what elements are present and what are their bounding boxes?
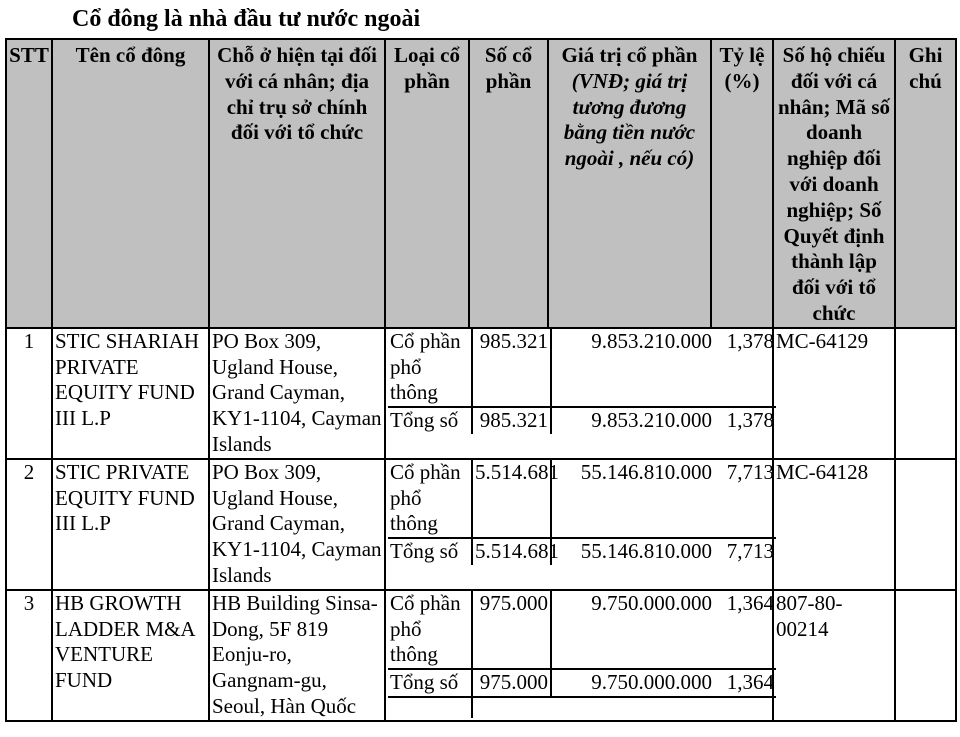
row-id-number: MC-64128 <box>773 459 895 590</box>
row-share-type: Cổ phần phổ thông <box>388 591 472 669</box>
row-shares: 5.514.681 <box>472 460 551 538</box>
table-row <box>6 590 956 721</box>
row-shares: 975.000 <box>472 591 551 669</box>
row-total-value: 9.750.000.000 <box>551 669 714 697</box>
header-note: Ghi chú <box>895 39 956 328</box>
row-value: 55.146.810.000 <box>580 459 712 484</box>
row-share-type: Cổ phần phổ thông <box>388 329 472 407</box>
row-stt: 3 <box>6 590 52 721</box>
row-blank-cell <box>472 697 776 718</box>
row-total-shares: 975.000 <box>472 669 551 697</box>
shareholder-table <box>5 38 957 722</box>
row-share-block <box>385 590 773 721</box>
row-value: 9.853.210.000 <box>591 328 712 353</box>
row-stt: 2 <box>6 459 52 590</box>
header-row <box>6 39 956 328</box>
row-share-block <box>385 328 773 459</box>
row-total-shares: 985.321 <box>472 407 551 434</box>
header-value-main: Giá trị cổ phần <box>561 43 698 67</box>
section-title: Cổ đông là nhà đầu tư nước ngoài <box>72 6 421 32</box>
table-row <box>6 459 956 590</box>
header-name: Tên cổ đông <box>52 39 209 328</box>
row-total-value: 55.146.810.000 <box>551 538 714 565</box>
row-total-label: Tổng số <box>388 538 472 565</box>
row-shares: 985.321 <box>472 329 551 407</box>
row-ratio: 7,713 <box>726 459 774 484</box>
row-total-value: 9.853.210.000 <box>551 407 714 434</box>
header-value <box>548 39 711 328</box>
row-note <box>895 459 956 590</box>
row-value: 9.750.000.000 <box>591 590 712 615</box>
row-address: HB Building Sinsa-Dong, 5F 819 Eonju-ro, Gangnam-gu, Seoul, Hàn Quốc <box>209 590 385 721</box>
row-total-ratio: 1,364 <box>714 669 776 697</box>
row-address: PO Box 309, Ugland House, Grand Cayman, KY1-1104, Cayman Islands <box>209 459 385 590</box>
header-id-number: Số hộ chiếu đối với cá nhân; Mã số doanh nghiệp đối với doanh nghiệp; Số Quyết định thành lập đối với tổ chức <box>773 39 895 328</box>
row-total-label: Tổng số <box>388 407 472 434</box>
header-shares: Số cổ phần <box>469 39 548 328</box>
header-value-note: (VNĐ; giá trị tương đương bằng tiền nước ngoài , nếu có) <box>563 68 696 171</box>
row-stt: 1 <box>6 328 52 459</box>
row-note <box>895 328 956 459</box>
row-total-ratio: 1,378 <box>714 407 776 434</box>
row-note <box>895 590 956 721</box>
row-share-type: Cổ phần phổ thông <box>388 460 472 538</box>
row-name: HB GROWTH LADDER M&A VENTURE FUND <box>52 590 209 721</box>
row-ratio: 1,364 <box>726 590 774 615</box>
row-name: STIC PRIVATE EQUITY FUND III L.P <box>52 459 209 590</box>
row-blank-cell <box>388 697 472 718</box>
row-address: PO Box 309, Ugland House, Grand Cayman, KY1-1104, Cayman Islands <box>209 328 385 459</box>
header-stt: STT <box>6 39 52 328</box>
row-id-number: 807-80-00214 <box>773 590 895 721</box>
row-total-label: Tổng số <box>388 669 472 697</box>
row-total-shares: 5.514.681 <box>472 538 551 565</box>
header-ratio: Tỷ lệ (%) <box>711 39 773 328</box>
row-name: STIC SHARIAH PRIVATE EQUITY FUND III L.P <box>52 328 209 459</box>
row-total-ratio: 7,713 <box>714 538 776 565</box>
header-address: Chỗ ở hiện tại đối với cá nhân; địa chỉ trụ sở chính đối với tổ chức <box>209 39 385 328</box>
row-id-number: MC-64129 <box>773 328 895 459</box>
header-share-type: Loại cổ phần <box>385 39 469 328</box>
row-share-block <box>385 459 773 590</box>
row-ratio: 1,378 <box>726 328 774 353</box>
table-row <box>6 328 956 459</box>
